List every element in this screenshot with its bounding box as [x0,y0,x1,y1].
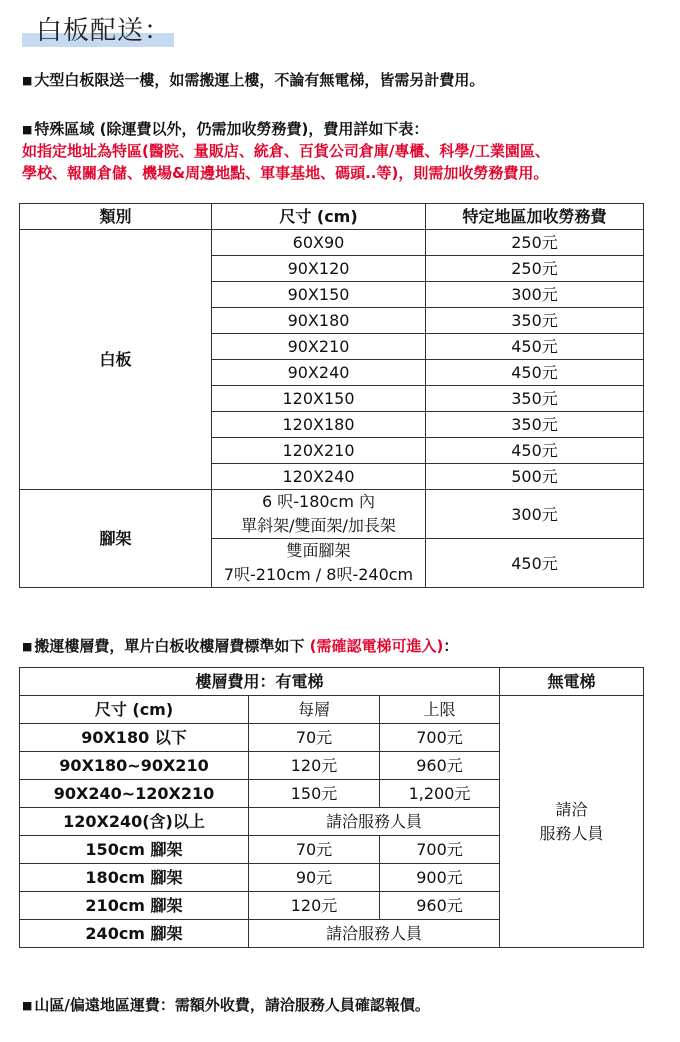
size-cell: 90X210 [212,334,426,360]
contact-cell: 請洽服務人員 [249,808,500,836]
category-stand: 腳架 [20,490,212,588]
max-cell: 700元 [380,836,500,864]
size-cell: 120X210 [212,438,426,464]
size-cell: 90X150 [212,282,426,308]
title-block [22,14,171,48]
per-floor-cell: 120元 [249,892,380,920]
floor-size-cell: 240cm 腳架 [20,920,249,948]
per-floor-cell: 90元 [249,864,380,892]
max-cell: 1,200元 [380,780,500,808]
header-category: 類別 [20,204,212,230]
fee-cell: 250元 [426,230,644,256]
notice-floor-fee: ■ 搬運樓層費，單片白板收樓層費標準如下 (需確認電梯可進入)： [22,637,459,655]
special-area-line1: 如指定地址為特區(醫院、量販店、統倉、百貨公司倉庫/專櫃、科學/工業園區、 [22,142,550,160]
page-title: 白板配送： [36,16,172,46]
per-floor-cell: 120元 [249,752,380,780]
bullet-square: ■ [22,74,33,87]
stand-size-cell: 雙面腳架 7呎-210cm / 8呎-240cm [212,539,426,588]
header-no-elevator: 無電梯 [500,668,644,696]
fee-cell: 450元 [426,334,644,360]
size-cell: 120X240 [212,464,426,490]
fee-cell: 300元 [426,282,644,308]
subheader-per-floor: 每層 [249,696,380,724]
size-cell: 60X90 [212,230,426,256]
special-area-fee-table [19,203,644,588]
max-cell: 960元 [380,892,500,920]
fee-cell: 350元 [426,412,644,438]
special-area-line2: 學校、報關倉儲、機場&周邊地點、軍事基地、碼頭..等)，則需加收勞務費用。 [22,164,549,182]
floor-size-cell: 150cm 腳架 [20,836,249,864]
size-cell: 90X120 [212,256,426,282]
floor-size-cell: 90X240~120X210 [20,780,249,808]
header-fee: 特定地區加收勞務費 [426,204,644,230]
per-floor-cell: 150元 [249,780,380,808]
subheader-size: 尺寸 (cm) [20,696,249,724]
fee-cell: 450元 [426,360,644,386]
fee-cell: 450元 [426,438,644,464]
size-cell: 120X180 [212,412,426,438]
floor-fee-table [19,667,644,948]
size-cell: 120X150 [212,386,426,412]
size-cell: 90X240 [212,360,426,386]
per-floor-cell: 70元 [249,836,380,864]
fee-cell: 350元 [426,386,644,412]
subheader-max: 上限 [380,696,500,724]
size-cell: 90X180 [212,308,426,334]
floor-size-cell: 90X180~90X210 [20,752,249,780]
header-size: 尺寸 (cm) [212,204,426,230]
floor-size-cell: 180cm 腳架 [20,864,249,892]
notice-special-area: ■ 特殊區域 (除運費以外，仍需加收勞務費)，費用詳如下表： [22,120,429,138]
no-elevator-contact: 請洽 服務人員 [500,696,644,948]
bullet-square: ■ [22,640,33,653]
header-elevator: 樓層費用：有電梯 [20,668,500,696]
fee-cell: 450元 [426,539,644,588]
floor-size-cell: 90X180 以下 [20,724,249,752]
notice-first-floor: ■ 大型白板限送一樓，如需搬運上樓，不論有無電梯，皆需另計費用。 [22,71,485,89]
max-cell: 700元 [380,724,500,752]
per-floor-cell: 70元 [249,724,380,752]
floor-size-cell: 120X240(含)以上 [20,808,249,836]
fee-cell: 250元 [426,256,644,282]
max-cell: 960元 [380,752,500,780]
fee-cell: 300元 [426,490,644,539]
notice-remote-area: ■ 山區/偏遠地區運費：需額外收費，請洽服務人員確認報價。 [22,996,430,1014]
fee-cell: 350元 [426,308,644,334]
stand-size-cell: 6 呎-180cm 內 單斜架/雙面架/加長架 [212,490,426,539]
contact-cell: 請洽服務人員 [249,920,500,948]
floor-size-cell: 210cm 腳架 [20,892,249,920]
max-cell: 900元 [380,864,500,892]
bullet-square: ■ [22,123,33,136]
category-whiteboard: 白板 [20,230,212,490]
fee-cell: 500元 [426,464,644,490]
bullet-square: ■ [22,999,33,1012]
